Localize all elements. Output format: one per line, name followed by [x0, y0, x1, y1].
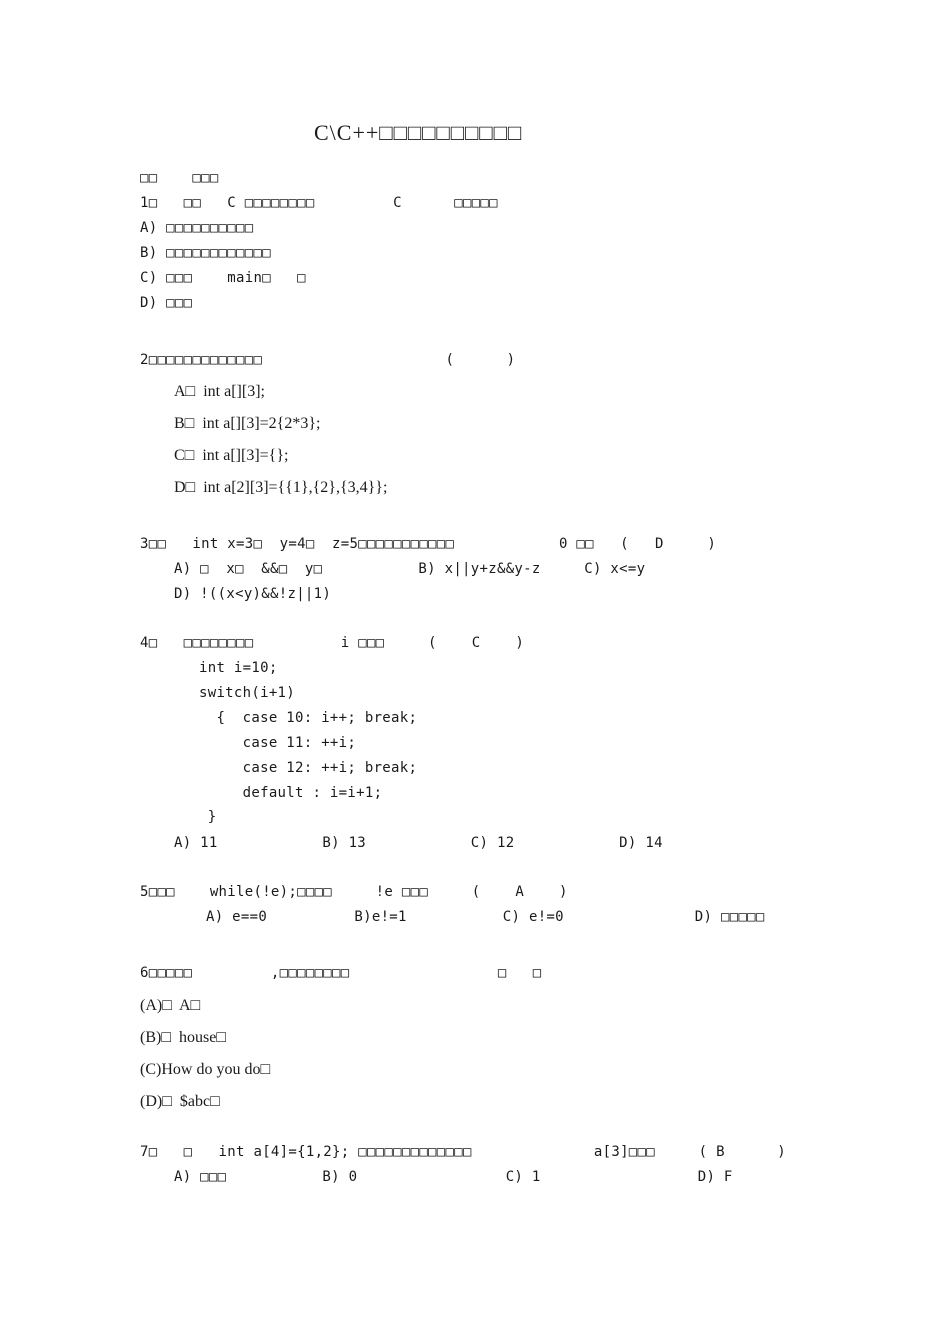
question-2-option-c: C□ int a[][3]={}; [174, 447, 289, 464]
section-heading: □□ □□□ [140, 170, 219, 186]
code-line: } [199, 809, 217, 825]
question-3-options-row-1: A) □ x□ &&□ y□ B) x||y+z&&y-z C) x<=y [174, 561, 646, 577]
question-2-option-b: B□ int a[][3]=2{2*3}; [174, 415, 321, 432]
question-4-options: A) 11 B) 13 C) 12 D) 14 [174, 835, 663, 851]
question-6-stem: 6□□□□□ ,□□□□□□□□ □ □ [140, 965, 542, 981]
question-6-option-c: (C)How do you do□ [140, 1061, 271, 1078]
question-6-option-a: (A)□ A□ [140, 997, 201, 1014]
question-4-stem: 4□ □□□□□□□□ i □□□ ( C ) [140, 635, 525, 651]
code-line: case 11: ++i; [199, 735, 357, 751]
question-3-options-row-2: D) !((x<y)&&!z||1) [174, 586, 332, 602]
question-1-option-b: B) □□□□□□□□□□□□ [140, 245, 271, 261]
document-title: C\C++□□□□□□□□□□ [314, 120, 523, 145]
question-1-option-d: D) □□□ [140, 295, 193, 311]
code-line: case 12: ++i; break; [199, 760, 418, 776]
question-6-option-b: (B)□ house□ [140, 1029, 226, 1046]
code-line: int i=10; [199, 660, 278, 676]
question-2-option-d: D□ int a[2][3]={{1},{2},{3,4}}; [174, 479, 388, 496]
question-2-stem: 2□□□□□□□□□□□□□ ( ) [140, 352, 516, 368]
question-5-options: A) e==0 B)e!=1 C) e!=0 D) □□□□□ [206, 909, 765, 925]
question-5-stem: 5□□□ while(!e);□□□□ !e □□□ ( A ) [140, 884, 568, 900]
question-7-stem: 7□ □ int a[4]={1,2}; □□□□□□□□□□□□□ a[3]□□□ ( B ) [140, 1144, 786, 1160]
question-2-option-a: A□ int a[][3]; [174, 383, 265, 400]
question-1-option-c: C) □□□ main□ □ [140, 270, 306, 286]
code-line: { case 10: i++; break; [199, 710, 418, 726]
question-3-stem: 3□□ int x=3□ y=4□ z=5□□□□□□□□□□□ 0 □□ ( D ) [140, 536, 717, 552]
code-line: switch(i+1) [199, 685, 296, 701]
question-1-stem: 1□ □□ C □□□□□□□□ C □□□□□ [140, 195, 498, 211]
question-7-options: A) □□□ B) 0 C) 1 D) F [174, 1169, 733, 1185]
question-6-option-d: (D)□ $abc□ [140, 1093, 220, 1110]
question-1-option-a: A) □□□□□□□□□□ [140, 220, 254, 236]
code-line: default : i=i+1; [199, 785, 383, 801]
